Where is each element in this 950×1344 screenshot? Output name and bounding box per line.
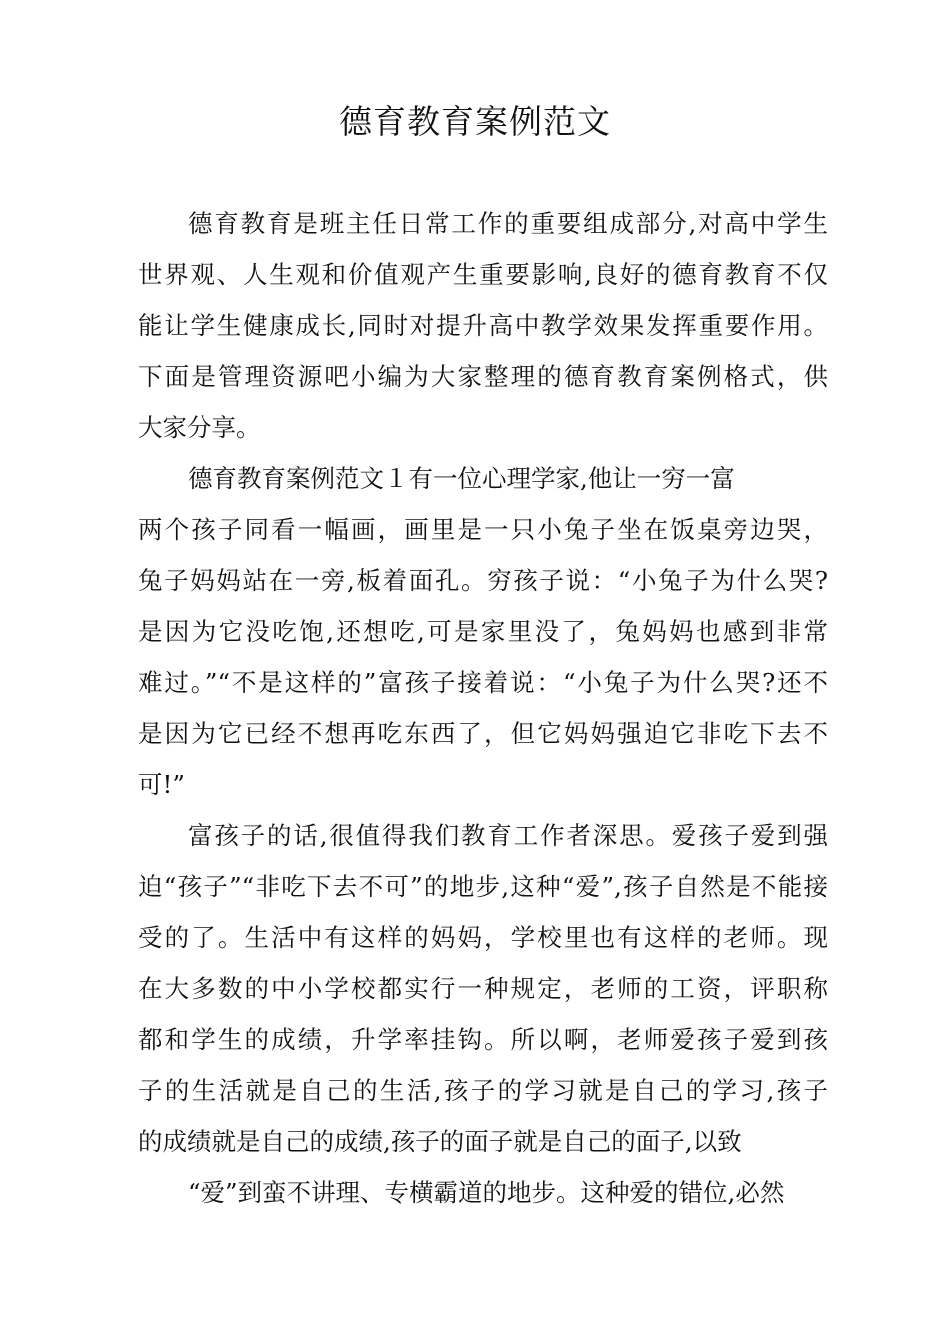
paragraph-line: 富孩子的话,很值得我们教育工作者深思。爱孩子爱到强 [188, 821, 828, 850]
document-body [138, 198, 828, 1218]
paragraph-line: 大家分享。 [138, 413, 261, 442]
paragraph-line: 迫“孩子”“非吃下去不可”的地步,这种“爱”,孩子自然是不能接 [138, 872, 828, 901]
paragraph-line: 受的了。生活中有这样的妈妈，学校里也有这样的老师。现 [138, 923, 828, 952]
paragraph-line: 是因为它没吃饱,还想吃,可是家里没了，兔妈妈也感到非常 [138, 617, 828, 646]
paragraph-line: “爱”到蛮不讲理、专横霸道的地步。这种爱的错位,必然 [188, 1178, 785, 1207]
paragraph-line: 子的生活就是自己的生活,孩子的学习就是自己的学习,孩子 [138, 1076, 828, 1105]
paragraph-line: 德育教育是班主任日常工作的重要组成部分,对高中学生 [188, 209, 828, 238]
paragraph-line: 能让学生健康成长,同时对提升高中教学效果发挥重要作用。 [138, 311, 828, 340]
paragraph-line: 下面是管理资源吧小编为大家整理的德育教育案例格式，供 [138, 362, 828, 391]
paragraph-line: 兔子妈妈站在一旁,板着面孔。穷孩子说：“小兔子为什么哭? [138, 566, 828, 595]
document-title: 德育教育案例范文 [339, 102, 611, 141]
paragraph-line: 都和学生的成绩，升学率挂钩。所以啊，老师爱孩子爱到孩 [138, 1025, 828, 1054]
paragraph-line: 两个孩子同看一幅画，画里是一只小兔子坐在饭桌旁边哭， [138, 515, 828, 544]
paragraph-line: 的成绩就是自己的成绩,孩子的面子就是自己的面子,以致 [138, 1127, 742, 1156]
paragraph-line: 可!” [138, 770, 185, 799]
paragraph-line: 世界观、人生观和价值观产生重要影响,良好的德育教育不仅 [138, 260, 828, 289]
paragraph-line: 难过。”“不是这样的”富孩子接着说：“小兔子为什么哭?还不 [138, 668, 828, 697]
paragraph-line: 是因为它已经不想再吃东西了，但它妈妈强迫它非吃下去不 [138, 719, 828, 748]
paragraph-line: 德育教育案例范文１有一位心理学家,他让一穷一富 [188, 464, 735, 493]
paragraph-line: 在大多数的中小学校都实行一种规定，老师的工资，评职称 [138, 974, 828, 1003]
